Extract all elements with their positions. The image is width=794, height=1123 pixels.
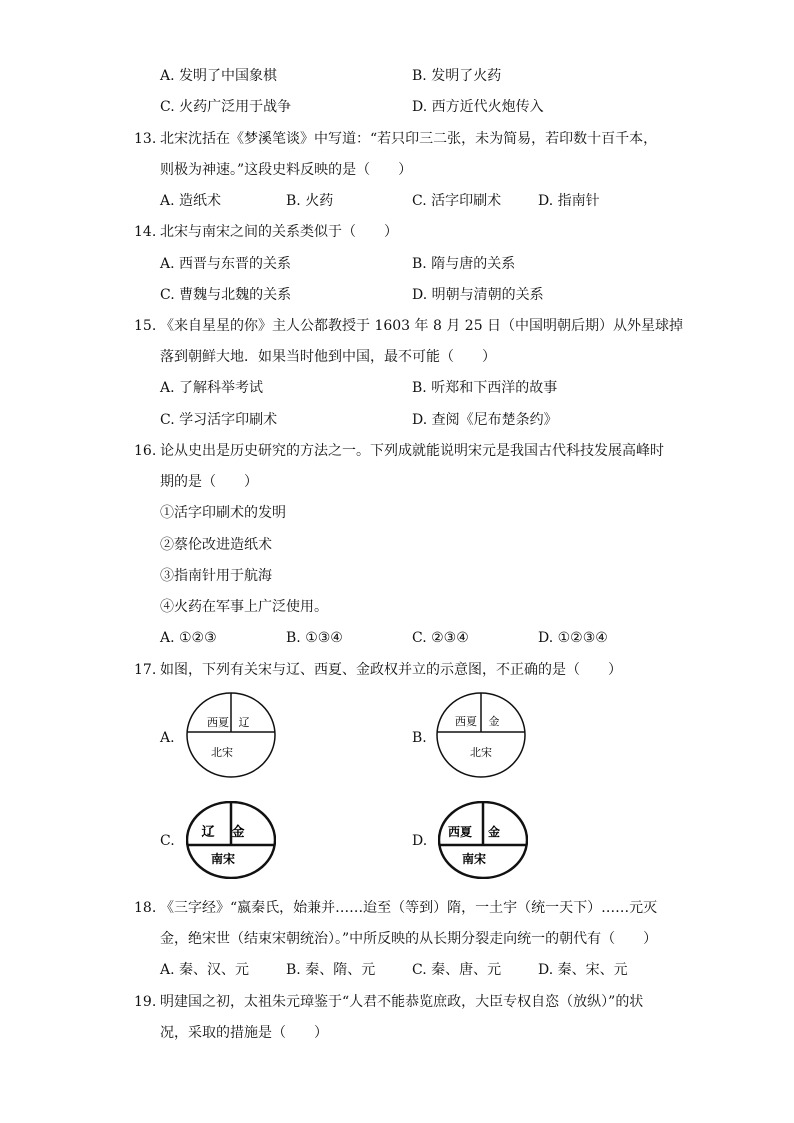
q18-option-b[interactable]: B. 秦、隋、元 [286,962,376,978]
region-label-bottom: 北宋 [470,746,492,759]
q13-option-b[interactable]: B. 火药 [286,193,334,209]
q16-item-4: ④火药在军事上广泛使用。 [160,599,328,615]
q14-option-a[interactable]: A. 西晋与东晋的关系 [160,256,292,272]
region-label-top-right: 辽 [238,716,250,729]
q12-option-c[interactable]: C. 火药广泛用于战争 [160,99,292,115]
q15-option-a[interactable]: A. 了解科举考试 [160,380,264,396]
q18-option-c[interactable]: C. 秦、唐、元 [412,962,502,978]
q12-option-a[interactable]: A. 发明了中国象棋 [160,68,278,84]
region-label-top-left: 西夏 [455,715,477,728]
q17-diagram-a-svg [186,692,276,778]
q15-stem-line2: 落到朝鲜大地．如果当时他到中国，最不可能（ ） [160,349,496,365]
q19-stem-line1: 明建国之初，太祖朱元璋鉴于“人君不能恭览庶政，大臣专权自恣（放纵）”的状 [160,994,644,1010]
region-label-top-left: 辽 [201,825,215,840]
region-label-top-right: 金 [488,715,500,728]
q15-number: 15. [134,318,157,334]
q18-number: 18. [134,900,157,916]
region-label-top-right: 金 [231,825,245,840]
q13-stem-line2: 则极为神速。”这段史料反映的是（ ） [160,162,413,178]
q14-option-b[interactable]: B. 隋与唐的关系 [412,256,516,272]
q14-stem-line1: 北宋与南宋之间的关系类似于（ ） [160,224,398,240]
region-label-top-left: 西夏 [207,716,229,729]
q17-option-c-label[interactable]: C. [160,833,175,849]
q13-option-a[interactable]: A. 造纸术 [160,193,222,209]
q16-stem-line1: 论从史出是历史研究的方法之一。下列成就能说明宋元是我国古代科技发展高峰时 [160,443,664,459]
q14-option-c[interactable]: C. 曹魏与北魏的关系 [160,287,292,303]
q19-number: 19. [134,994,157,1010]
q17-diagram-c[interactable] [186,801,276,879]
q16-number: 16. [134,443,157,459]
q13-option-d[interactable]: D. 指南针 [538,193,600,209]
q19-stem-line2: 况，采取的措施是（ ） [160,1025,328,1041]
q17-diagram-d[interactable] [438,801,528,879]
q16-item-2: ②蔡伦改进造纸术 [160,537,272,553]
q17-number: 17. [134,662,157,678]
q17-option-b-label[interactable]: B. [412,730,427,746]
q15-stem-line1: 《来自星星的你》主人公都教授于 1603 年 8 月 25 日（中国明朝后期）从外星球掉 [160,318,684,334]
q14-number: 14. [134,224,157,240]
q17-option-a-label[interactable]: A. [160,730,175,746]
q12-option-d[interactable]: D. 西方近代火炮传入 [412,99,544,115]
q12-option-b[interactable]: B. 发明了火药 [412,68,502,84]
region-label-bottom: 南宋 [461,852,487,866]
q16-item-1: ①活字印刷术的发明 [160,505,286,521]
q15-option-c[interactable]: C. 学习活字印刷术 [160,412,278,428]
q16-stem-line2: 期的是（ ） [160,474,258,490]
q16-item-3: ③指南针用于航海 [160,568,272,584]
region-label-top-left: 西夏 [447,825,473,839]
q17-diagram-d-svg [438,801,528,879]
region-label-bottom: 南宋 [210,852,236,866]
q15-option-d[interactable]: D. 查阅《尼布楚条约》 [412,412,558,428]
q17-diagram-b[interactable] [436,692,526,778]
q16-option-b[interactable]: B. ①③④ [286,630,343,646]
q17-stem-line1: 如图，下列有关宋与辽、西夏、金政权并立的示意图，不正确的是（ ） [160,662,622,678]
q13-stem-line1: 北宋沈括在《梦溪笔谈》中写道：“若只印三二张，未为简易，若印数十百千本， [160,131,658,147]
q17-diagram-a[interactable] [186,692,276,778]
q17-diagram-c-svg [186,801,276,879]
q18-stem-line2: 金，绝宋世（结束宋朝统治）。”中所反映的从长期分裂走向统一的朝代有（ ） [160,931,658,947]
q18-option-a[interactable]: A. 秦、汉、元 [160,962,250,978]
q16-option-d[interactable]: D. ①②③④ [538,630,608,646]
q13-option-c[interactable]: C. 活字印刷术 [412,193,502,209]
q16-option-a[interactable]: A. ①②③ [160,630,217,646]
q15-option-b[interactable]: B. 听郑和下西洋的故事 [412,380,558,396]
region-label-top-right: 金 [487,825,501,839]
q17-diagram-b-svg [436,692,526,778]
region-label-bottom: 北宋 [211,746,233,759]
q18-stem-line1: 《三字经》“嬴秦氏，始兼并……迨至（等到）隋，一土宇（统一天下）……元灭 [160,900,658,916]
q16-option-c[interactable]: C. ②③④ [412,630,469,646]
q14-option-d[interactable]: D. 明朝与清朝的关系 [412,287,544,303]
q13-number: 13. [134,131,157,147]
q18-option-d[interactable]: D. 秦、宋、元 [538,962,628,978]
q17-option-d-label[interactable]: D. [412,833,428,849]
